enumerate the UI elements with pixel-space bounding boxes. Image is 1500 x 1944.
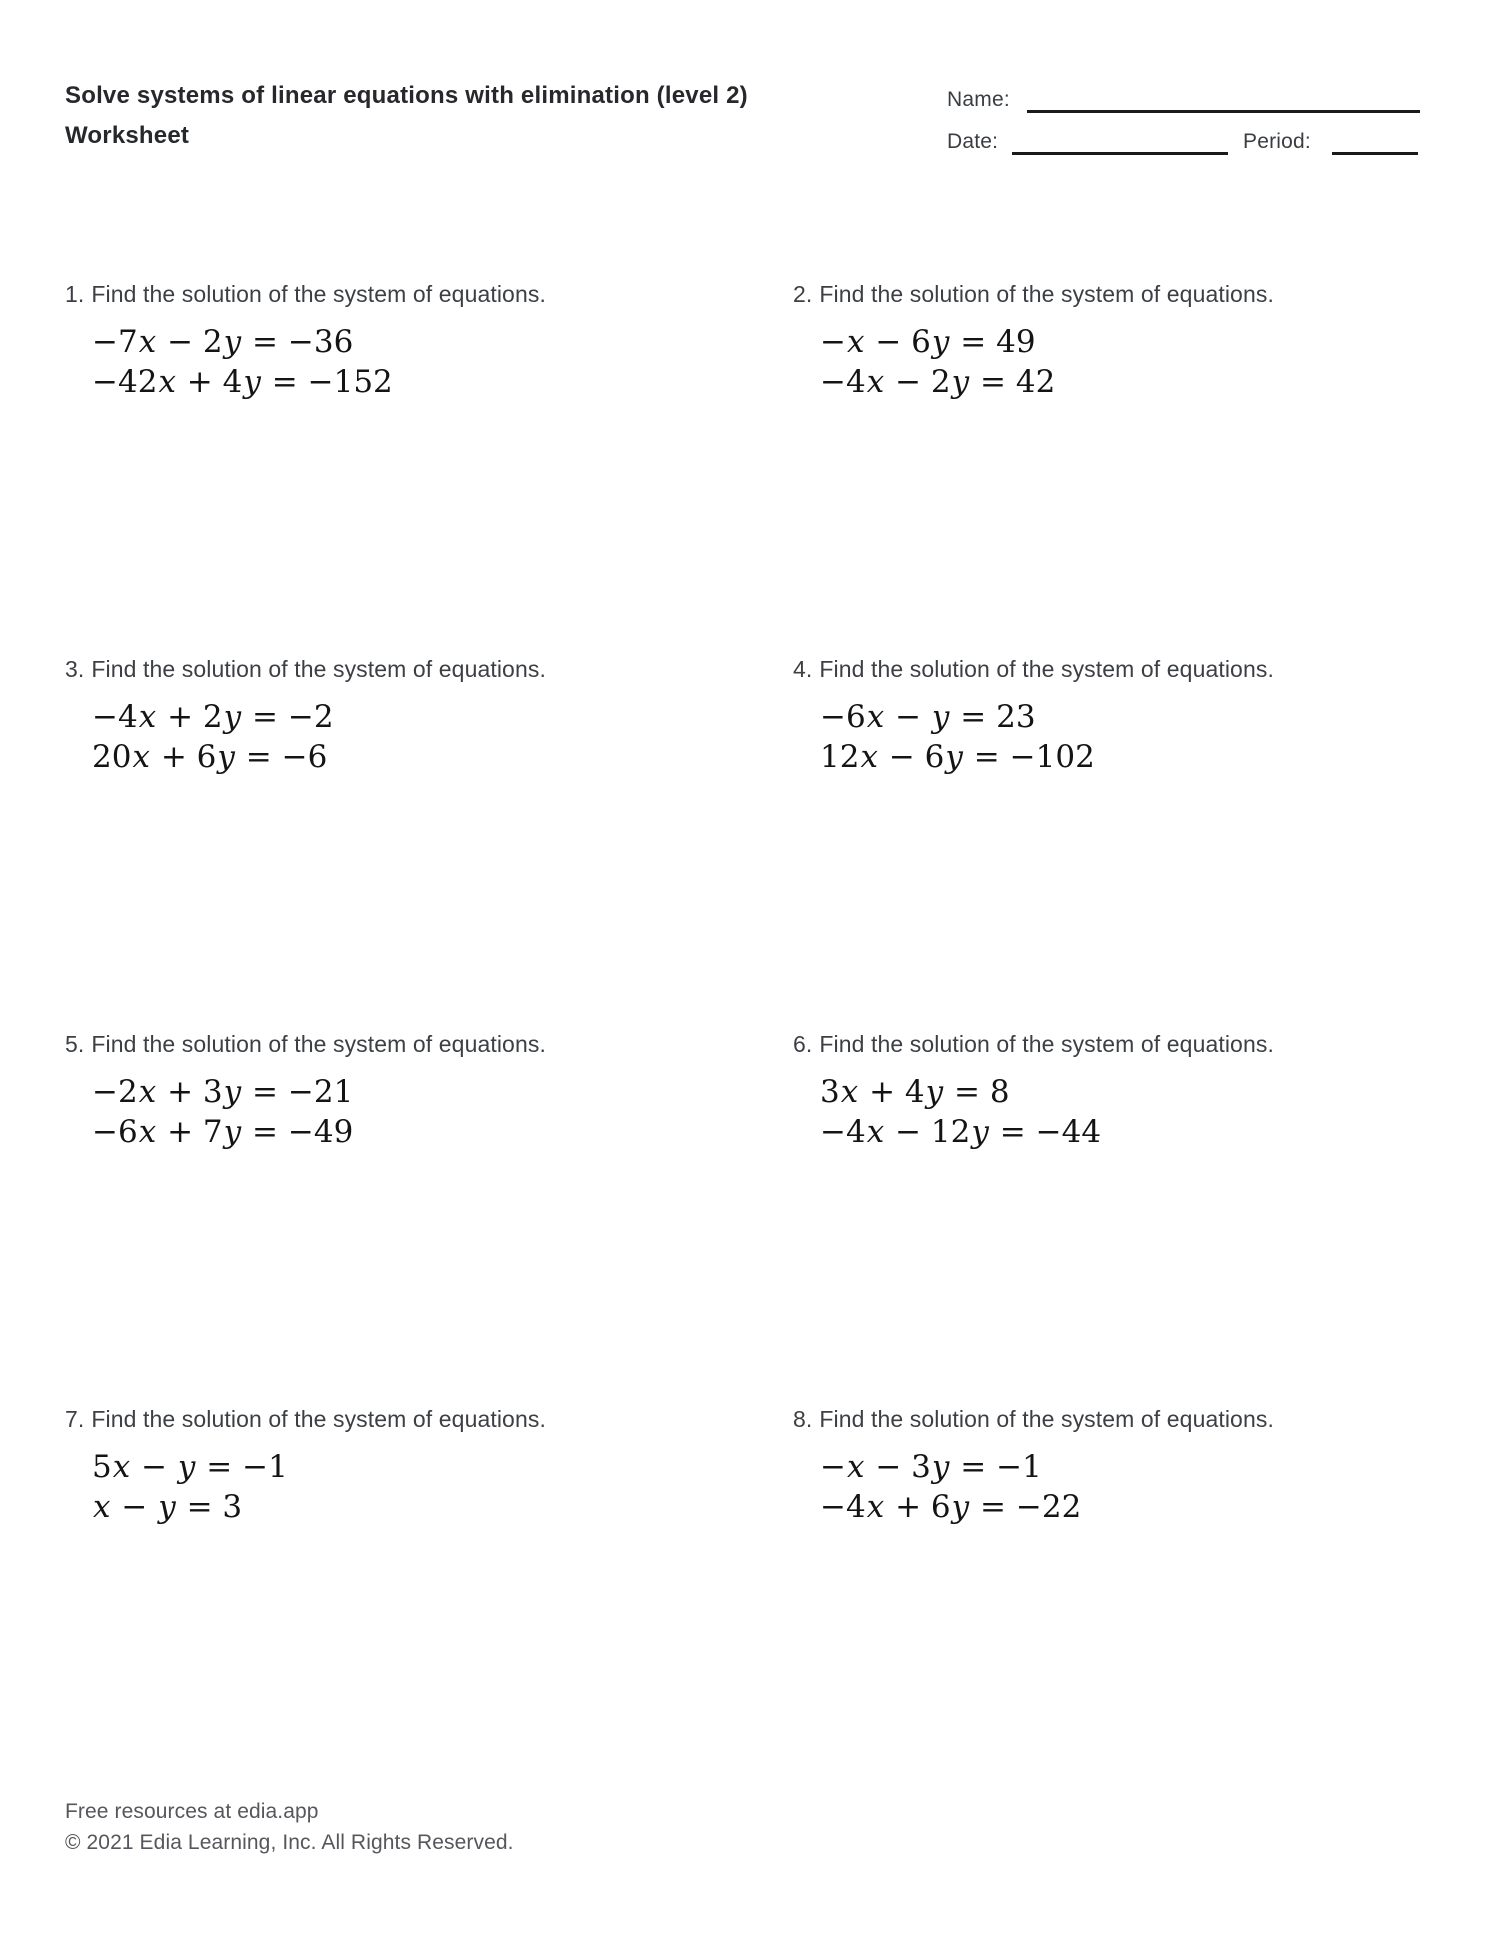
problem-2-number: 2.: [793, 281, 813, 307]
problem-4-text: Find the solution of the system of equations.: [819, 656, 1274, 682]
equation: 20x + 6y = −6: [92, 739, 328, 775]
equation: −4x − 12y = −44: [820, 1114, 1102, 1150]
page-title: [65, 76, 748, 156]
problem-1-prompt: [65, 280, 735, 308]
problem-3: [65, 655, 735, 777]
equation: 12x − 6y = −102: [820, 739, 1095, 775]
period-label: Period:: [1243, 130, 1311, 153]
problem-6-equations: [793, 1072, 1463, 1152]
problem-4: [793, 655, 1463, 777]
period-blank-field: [1332, 152, 1418, 155]
problem-5-equations: [65, 1072, 735, 1152]
problem-3-text: Find the solution of the system of equations.: [91, 656, 546, 682]
equation: −7x − 2y = −36: [92, 324, 354, 360]
problem-4-equations: [793, 697, 1463, 777]
equation: −4x + 6y = −22: [820, 1489, 1082, 1525]
equation: −x − 6y = 49: [820, 324, 1036, 360]
problem-8-equations: [793, 1447, 1463, 1527]
problem-1: [65, 280, 735, 402]
equation: −6x − y = 23: [820, 699, 1036, 735]
problem-5-prompt: [65, 1030, 735, 1058]
problem-2: [793, 280, 1463, 402]
problem-6: [793, 1030, 1463, 1152]
page-title-line2: Worksheet: [65, 122, 190, 149]
name-label: Name:: [947, 88, 1010, 111]
date-label: Date:: [947, 130, 999, 153]
problem-8-number: 8.: [793, 1406, 813, 1432]
problem-7: [65, 1405, 735, 1527]
equation: 5x − y = −1: [92, 1449, 288, 1485]
equation: x − y = 3: [93, 1489, 243, 1525]
problem-7-equations: [65, 1447, 735, 1527]
equation: −4x − 2y = 42: [820, 364, 1056, 400]
problem-8: [793, 1405, 1463, 1527]
problem-3-number: 3.: [65, 656, 85, 682]
page-footer: [65, 1796, 514, 1858]
equation: 3x + 4y = 8: [820, 1074, 1010, 1110]
problem-2-text: Find the solution of the system of equations.: [819, 281, 1274, 307]
date-blank-field: [1012, 152, 1228, 155]
problem-6-text: Find the solution of the system of equations.: [819, 1031, 1274, 1057]
footer-copyright-text: © 2021 Edia Learning, Inc. All Rights Reserved.: [65, 1831, 514, 1854]
problem-7-prompt: [65, 1405, 735, 1433]
equation: −6x + 7y = −49: [92, 1114, 354, 1150]
equation: −4x + 2y = −2: [92, 699, 334, 735]
equation: −x − 3y = −1: [820, 1449, 1042, 1485]
problem-8-prompt: [793, 1405, 1463, 1433]
name-blank-field: [1027, 110, 1420, 113]
problem-2-prompt: [793, 280, 1463, 308]
problem-2-equations: [793, 322, 1463, 402]
footer-resources-text: Free resources at edia.app: [65, 1800, 319, 1823]
problem-4-prompt: [793, 655, 1463, 683]
problem-3-equations: [65, 697, 735, 777]
problem-3-prompt: [65, 655, 735, 683]
problem-7-text: Find the solution of the system of equations.: [91, 1406, 546, 1432]
problem-8-text: Find the solution of the system of equations.: [819, 1406, 1274, 1432]
problem-6-number: 6.: [793, 1031, 813, 1057]
problem-1-equations: [65, 322, 735, 402]
problem-1-number: 1.: [65, 281, 85, 307]
problem-1-text: Find the solution of the system of equations.: [91, 281, 546, 307]
problem-4-number: 4.: [793, 656, 813, 682]
equation: −2x + 3y = −21: [92, 1074, 354, 1110]
equation: −42x + 4y = −152: [92, 364, 393, 400]
problem-5-number: 5.: [65, 1031, 85, 1057]
problem-7-number: 7.: [65, 1406, 85, 1432]
problem-5: [65, 1030, 735, 1152]
problem-6-prompt: [793, 1030, 1463, 1058]
problem-5-text: Find the solution of the system of equations.: [91, 1031, 546, 1057]
page-title-line1: Solve systems of linear equations with elimination (level 2): [65, 82, 748, 109]
